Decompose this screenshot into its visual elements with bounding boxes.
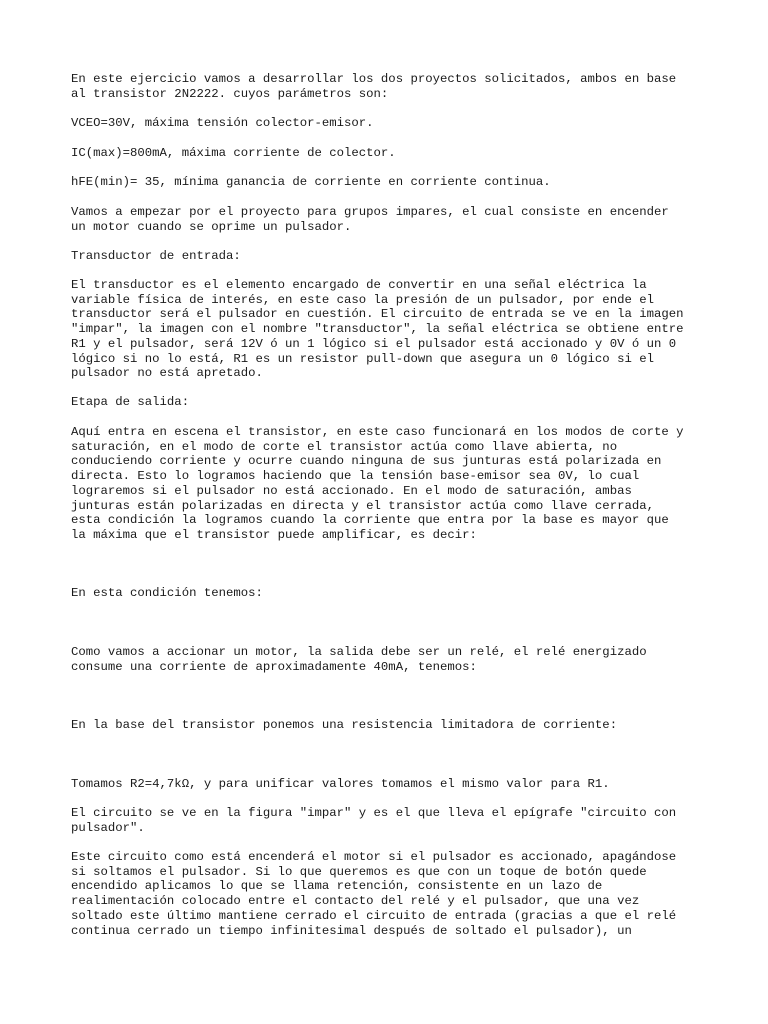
paragraph-intro: En este ejercicio vamos a desarrollar los dos proyectos solicitados, ambos en base al transistor 2N2222. cuyos parámetros son: <box>71 72 677 101</box>
paragraph-ic-max: IC(max)=800mA, máxima corriente de colector. <box>71 146 396 160</box>
paragraph-vceo: VCEO=30V, máxima tensión colector-emisor. <box>71 116 374 130</box>
paragraph-output-stage: Aquí entra en escena el transistor, en este caso funcionará en los modos de corte y saturación, en el modo de corte el transistor actúa como llave abierta, no conduciendo corriente y ocurre cuando ninguna de sus junturas está polarizada en directa. Esto lo logramos haciendo que la tensión base-emisor sea 0V, lo cual lograremos si el pulsador no está accionado. En el modo de saturación, ambas junturas están polarizadas en directa y el transistor actúa como llave cerrada, esta condición la logramos cuando la corriente que entra por la base es mayor que la máxima que el transistor puede amplificar, es decir: <box>71 425 684 542</box>
paragraph-retention: Este circuito como está encenderá el motor si el pulsador es accionado, apagándose si soltamos el pulsador. Si lo que queremos es que con un toque de botón quede encendido aplicamos lo que se llama retención, consistente en un lazo de realimentación colocado entre el contacto del relé y el pulsador, que una vez soltado este último mantiene cerrado el circuito de entrada (gracias a que el relé continua cerrado un tiempo infinitesimal después de soltado el pulsador), un <box>71 850 677 938</box>
paragraph-transducer: El transductor es el elemento encargado de convertir en una señal eléctrica la variable física de interés, en este caso la presión de un pulsador, por ende el transductor será el pulsador en cuestión. El circuito de entrada se ve en la imagen "impar", la imagen con el nombre "transductor", la señal eléctrica se obtiene entre R1 y el pulsador, será 12V ó un 1 lógico si el pulsador está accionado y 0V ó un 0 lógico si no lo está, R1 es un resistor pull-down que asegura un 0 lógico si el pulsador no está apretado. <box>71 278 684 381</box>
paragraph-circuit-figure: El circuito se ve en la figura "impar" y es el que lleva el epígrafe "circuito con pulsador". <box>71 806 677 835</box>
heading-input-transducer: Transductor de entrada: <box>71 249 241 263</box>
paragraph-base-resistor: En la base del transistor ponemos una resistencia limitadora de corriente: <box>71 718 618 732</box>
paragraph-condition: En esta condición tenemos: <box>71 586 263 600</box>
paragraph-relay: Como vamos a accionar un motor, la salida debe ser un relé, el relé energizado consume una corriente de aproximadamente 40mA, tenemos: <box>71 645 647 674</box>
paragraph-odd-project: Vamos a empezar por el proyecto para grupos impares, el cual consiste en encender un motor cuando se oprime un pulsador. <box>71 205 669 234</box>
heading-output-stage: Etapa de salida: <box>71 395 190 409</box>
paragraph-hfe-min: hFE(min)= 35, mínima ganancia de corriente en corriente continua. <box>71 175 551 189</box>
paragraph-r2-value: Tomamos R2=4,7kΩ, y para unificar valores tomamos el mismo valor para R1. <box>71 777 610 791</box>
